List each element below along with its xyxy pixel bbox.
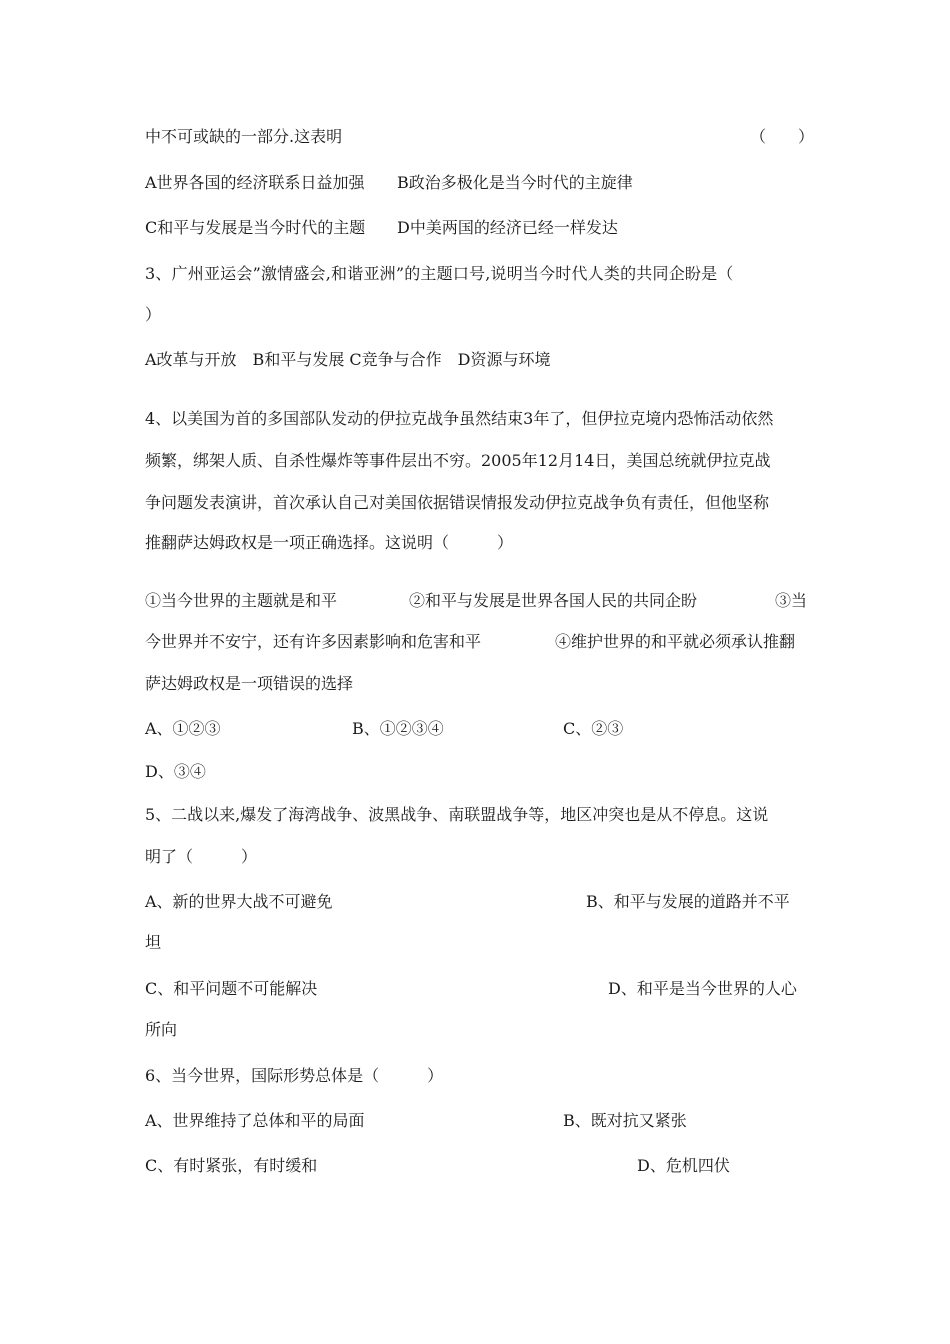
q4-option-b: B、①②③④: [352, 719, 444, 738]
q4-stem-line-2: 频繁，绑架人质、自杀性爆炸等事件层出不穷。2005年12月14日，美国总统就伊拉克战: [145, 451, 771, 470]
q6-option-b: B、既对抗又紧张: [563, 1111, 687, 1130]
q2-option-d: D中美两国的经济已经一样发达: [397, 218, 618, 237]
q4-statement-4-start: ④维护世界的和平就必须承认推翻: [555, 632, 796, 651]
q2-option-c: C和平与发展是当今时代的主题: [145, 218, 366, 237]
q6-option-d: D、危机四伏: [637, 1156, 730, 1175]
q5-option-c: C、和平问题不可能解决: [145, 979, 318, 998]
q2-stem-tail: 中不可或缺的一部分.这表明: [145, 127, 343, 146]
q2-answer-paren: （ ）: [750, 127, 815, 146]
q2-option-b: B政治多极化是当今时代的主旋律: [397, 173, 633, 192]
q6-option-c: C、有时紧张，有时缓和: [145, 1156, 318, 1175]
q2-option-a: A世界各国的经济联系日益加强: [145, 173, 365, 192]
q4-statement-3-start: ③当: [775, 591, 808, 610]
q5-option-b-end: 坦: [145, 933, 162, 952]
q4-option-d: D、③④: [145, 762, 206, 781]
q6-option-a: A、世界维持了总体和平的局面: [145, 1111, 365, 1130]
q4-option-c: C、②③: [563, 719, 624, 738]
q3-stem-close: ）: [145, 305, 162, 324]
q5-option-b-start: B、和平与发展的道路并不平: [586, 892, 790, 911]
q5-stem-line-2: 明了（ ）: [145, 847, 258, 866]
q5-option-d-start: D、和平是当今世界的人心: [608, 979, 797, 998]
q4-statement-1: ①当今世界的主题就是和平: [145, 591, 338, 610]
q4-option-a: A、①②③: [145, 719, 221, 738]
q6-stem: 6、当今世界，国际形势总体是（ ）: [145, 1066, 444, 1085]
q4-stem-line-3: 争问题发表演讲，首次承认自己对美国依据错误情报发动伊拉克战争负有责任，但他坚称: [145, 493, 770, 512]
q4-stem-line-1: 4、以美国为首的多国部队发动的伊拉克战争虽然结束3年了，但伊拉克境内恐怖活动依然: [145, 409, 774, 428]
q5-option-a: A、新的世界大战不可避免: [145, 892, 333, 911]
q4-statement-4-end: 萨达姆政权是一项错误的选择: [145, 674, 354, 693]
q3-stem: 3、广州亚运会”激情盛会,和谐亚洲”的主题口号,说明当今时代人类的共同企盼是（: [145, 264, 734, 283]
q4-stem-line-4: 推翻萨达姆政权是一项正确选择。这说明（ ）: [145, 533, 514, 552]
q3-options: A改革与开放 B和平与发展 C竞争与合作 D资源与环境: [145, 350, 551, 369]
q4-statement-2: ②和平与发展是世界各国人民的共同企盼: [409, 591, 698, 610]
q5-option-d-end: 所向: [145, 1020, 178, 1039]
q5-stem-line-1: 5、二战以来,爆发了海湾战争、波黑战争、南联盟战争等，地区冲突也是从不停息。这说: [145, 805, 769, 824]
q4-statement-3-end: 今世界并不安宁，还有许多因素影响和危害和平: [145, 632, 482, 651]
